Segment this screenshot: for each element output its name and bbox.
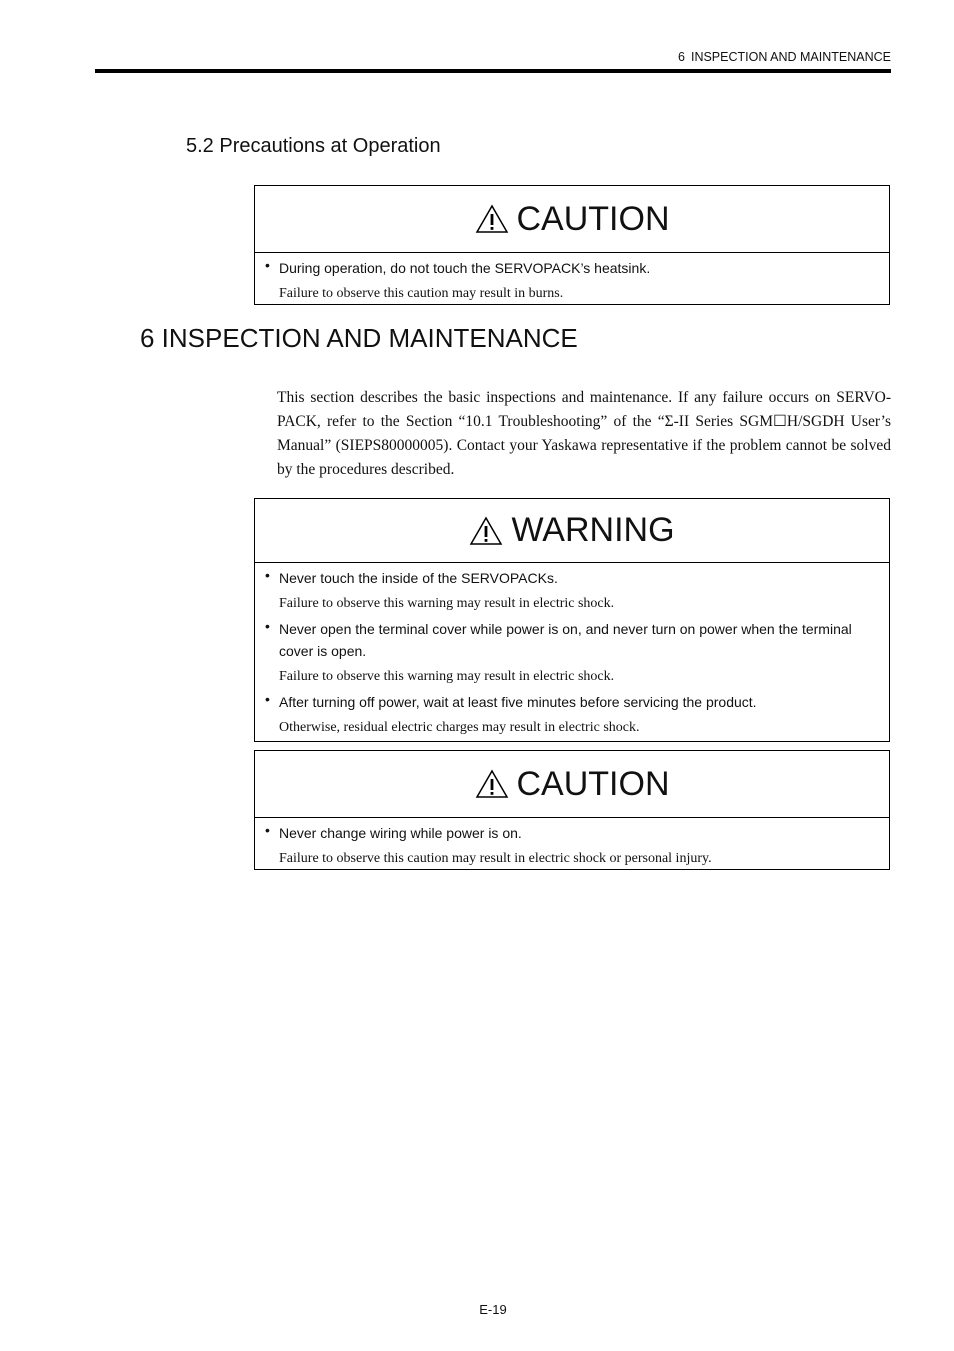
caution-item [265,822,877,869]
caution-title-row [255,186,889,253]
section-intro-paragraph: This section describes the basic inspections and maintenance. If any failure occurs on SERVO-PACK, refer to the Section “10.1 Troubleshooting” of the “Σ-II Series SGM☐H/SGDH User’s Manual” (SIEPS80000005). Contact your Yaskawa representative if the problem cannot be solved by the procedures described. [277,389,891,478]
warning-item-text: After turning off power, wait at least five minutes before servicing the product. [279,694,757,710]
header-section-number: 6 [678,50,685,64]
caution-item-consequence: Failure to observe this caution may result in burns. [279,286,564,301]
caution-box-operation [254,185,890,305]
bullet: • [265,691,270,707]
warning-triangle-icon [475,769,509,799]
bullet: • [265,822,270,838]
caution-label: CAUTION [516,764,670,803]
caution-title-row [255,751,889,818]
subsection-heading: 5.2 Precautions at Operation [186,135,441,157]
warning-item-text: Never touch the inside of the SERVOPACKs. [279,570,558,586]
warning-item [265,618,877,687]
caution-item-consequence: Failure to observe this caution may result in electric shock or personal injury. [279,851,712,866]
caution-label: CAUTION [516,199,670,238]
running-header [95,50,891,64]
page-number: E-19 [479,1302,507,1317]
bullet: • [265,618,270,634]
warning-box [254,498,890,742]
bullet: • [265,257,270,273]
warning-item-consequence: Failure to observe this warning may result in electric shock. [279,596,615,611]
caution-item-text: Never change wiring while power is on. [279,825,522,841]
warning-label: WARNING [511,511,675,549]
warning-item-text: Never open the terminal cover while power is on, and never turn on power when the terminal cover is open. [279,621,852,659]
caution-box-maintenance [254,750,890,870]
warning-item [265,567,877,614]
caution-item-text: During operation, do not touch the SERVOPACK’s heatsink. [279,260,651,276]
warning-item-consequence: Failure to observe this warning may result in electric shock. [279,669,615,684]
warning-triangle-icon [475,204,509,234]
warning-title-row [255,499,889,563]
caution-item [265,257,877,304]
section-heading: 6 INSPECTION AND MAINTENANCE [140,323,578,353]
warning-item [265,691,877,738]
warning-item-consequence: Otherwise, residual electric charges may result in electric shock. [279,720,640,735]
bullet: • [265,567,270,583]
header-section-title: INSPECTION AND MAINTENANCE [690,50,891,64]
header-rule [95,69,891,73]
warning-triangle-icon [469,516,503,546]
